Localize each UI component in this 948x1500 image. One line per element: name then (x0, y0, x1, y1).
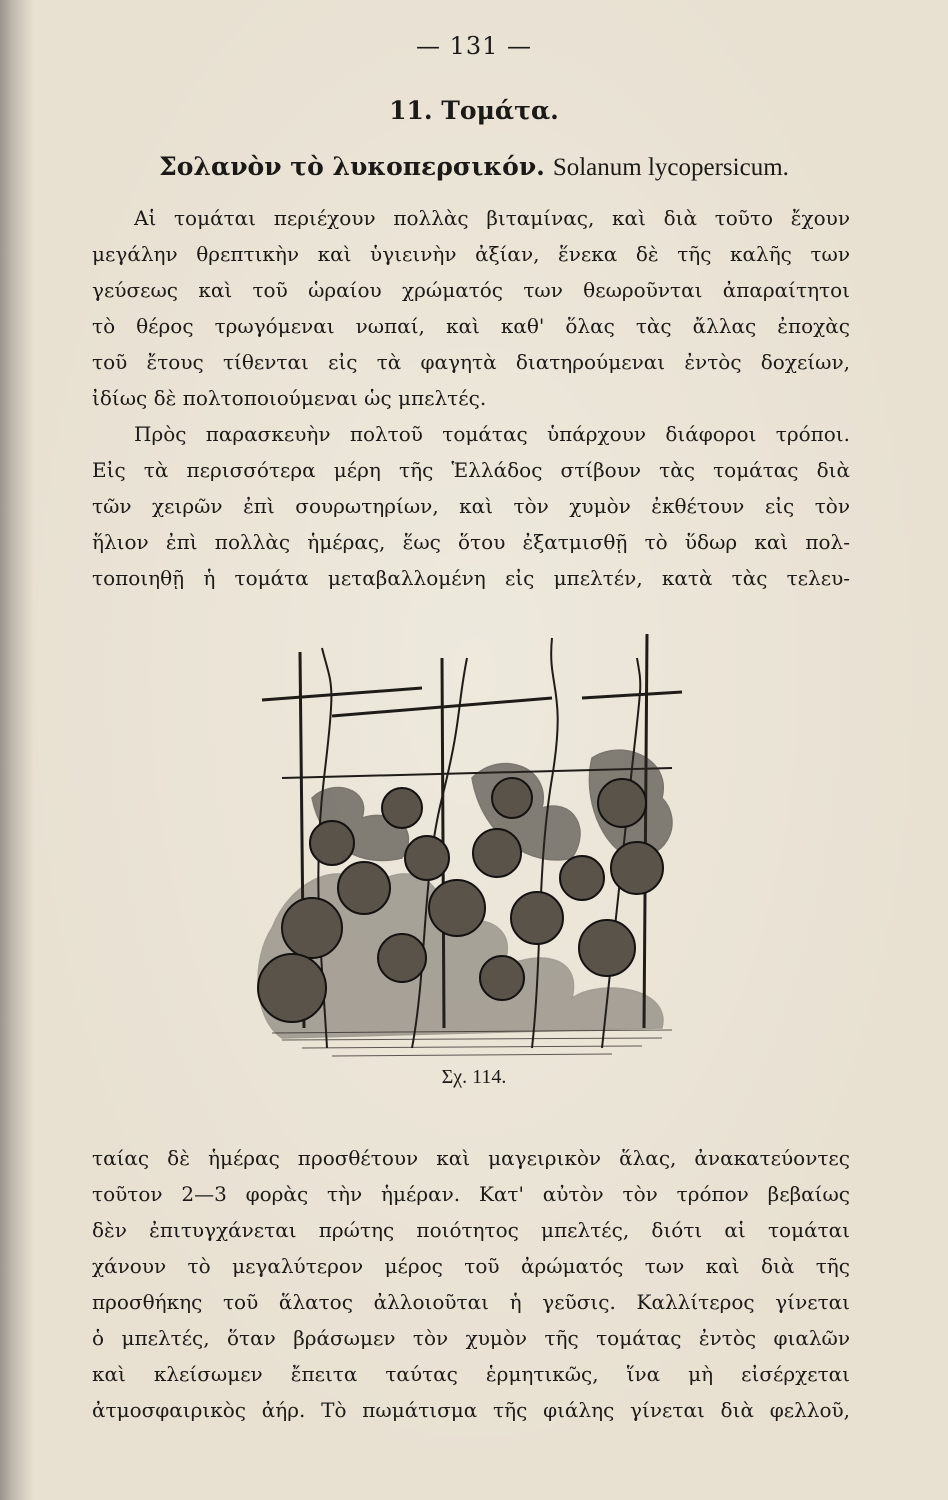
text-line: τὸ θέρος τρωγόμεναι νωπαί, καὶ καθ' ὅλας τὰς ἄλλας ἐποχὰς (92, 314, 850, 338)
page-number: — 131 — (415, 32, 533, 60)
text-line: τοποιηθῇ ἡ τομάτα μεταβαλλομένη εἰς μπελτέν, κατὰ τὰς τελευ- (92, 566, 850, 590)
text-line: ἥλιον ἐπὶ πολλὰς ἡμέρας, ἕως ὅτου ἐξατμισθῇ τὸ ὕδωρ καὶ πολ- (92, 530, 850, 554)
crossbar (582, 692, 682, 698)
paragraph-2 (92, 416, 850, 596)
text-line: γεύσεως καὶ τοῦ ὡραίου χρώματός των θεωροῦνται ἀπαραίτητοι (92, 278, 850, 302)
chapter-title: 11. Τομάτα. (389, 96, 559, 125)
text-line: χάνουν τὸ μεγαλύτερον μέρος τοῦ ἀρώματός των καὶ διὰ τῆς (92, 1254, 850, 1278)
text-line: τῶν χειρῶν ἐπὶ σουρωτηρίων, καὶ τὸν χυμὸν ἐκθέτουν εἰς τὸν (92, 494, 850, 518)
text-line: Πρὸς παρασκευὴν πολτοῦ τομάτας ὑπάρχουν διάφοροι τρόποι. (134, 422, 850, 446)
paragraph-1 (92, 200, 850, 416)
text-line: τοῦ ἔτους τίθενται εἰς τὰ φαγητὰ διατηρούμεναι ἐντὸς δοχείων, (92, 350, 850, 374)
text-line: προσθήκης τοῦ ἅλατος ἀλλοιοῦται ἡ γεῦσις. Καλλίτερος γίνεται (92, 1290, 850, 1314)
text-line: τοῦτον 2—3 φορὰς τὴν ἡμέραν. Κατ' αὐτὸν τὸν τρόπον βεβαίως (92, 1182, 850, 1206)
paragraph-3 (92, 1140, 850, 1428)
text-line: Αἱ τομάται περιέχουν πολλὰς βιταμίνας, καὶ διὰ τοῦτο ἔχουν (134, 206, 850, 230)
text-line: ταίας δὲ ἡμέρας προσθέτουν καὶ μαγειρικὸν ἅλας, ἀνακατεύοντες (92, 1146, 850, 1170)
page-gutter-shadow (0, 0, 34, 1500)
subtitle-latin-name: Solanum lycopersicum. (552, 154, 789, 181)
text-line: ἀτμοσφαιρικὸς ἀήρ. Τὸ πωμάτισμα τῆς φιάλης γίνεται διὰ φελλοῦ, (92, 1398, 850, 1422)
text-line: δὲν ἐπιτυγχάνεται πρώτης ποιότητος μπελτές, διότι αἱ τομάται (92, 1218, 850, 1242)
subtitle-greek-name: Σολανὸν τὸ λυκοπερσικόν. (159, 152, 545, 181)
tomato-plant-engraving (252, 628, 692, 1068)
text-line: καὶ κλείσωμεν ἔπειτα ταύτας ἑρμητικῶς, ἵνα μὴ εἰσέρχεται (92, 1362, 850, 1386)
text-line: Εἰς τὰ περισσότερα μέρη τῆς Ἑλλάδος στίβουν τὰς τομάτας διὰ (92, 458, 850, 482)
figure-caption: Σχ. 114. (441, 1066, 507, 1088)
text-line: ἰδίως δὲ πολτοποιούμεναι ὡς μπελτές. (92, 386, 487, 410)
chapter-subtitle (0, 152, 948, 182)
crossbar (262, 688, 422, 700)
text-line: μεγάλην θρεπτικὴν καὶ ὑγιεινὴν ἀξίαν, ἕνεκα δὲ τῆς καλῆς των (92, 242, 850, 266)
text-line: ὁ μπελτές, ὅταν βράσωμεν τὸν χυμὸν τῆς τομάτας ἐντὸς φιαλῶν (92, 1326, 850, 1350)
